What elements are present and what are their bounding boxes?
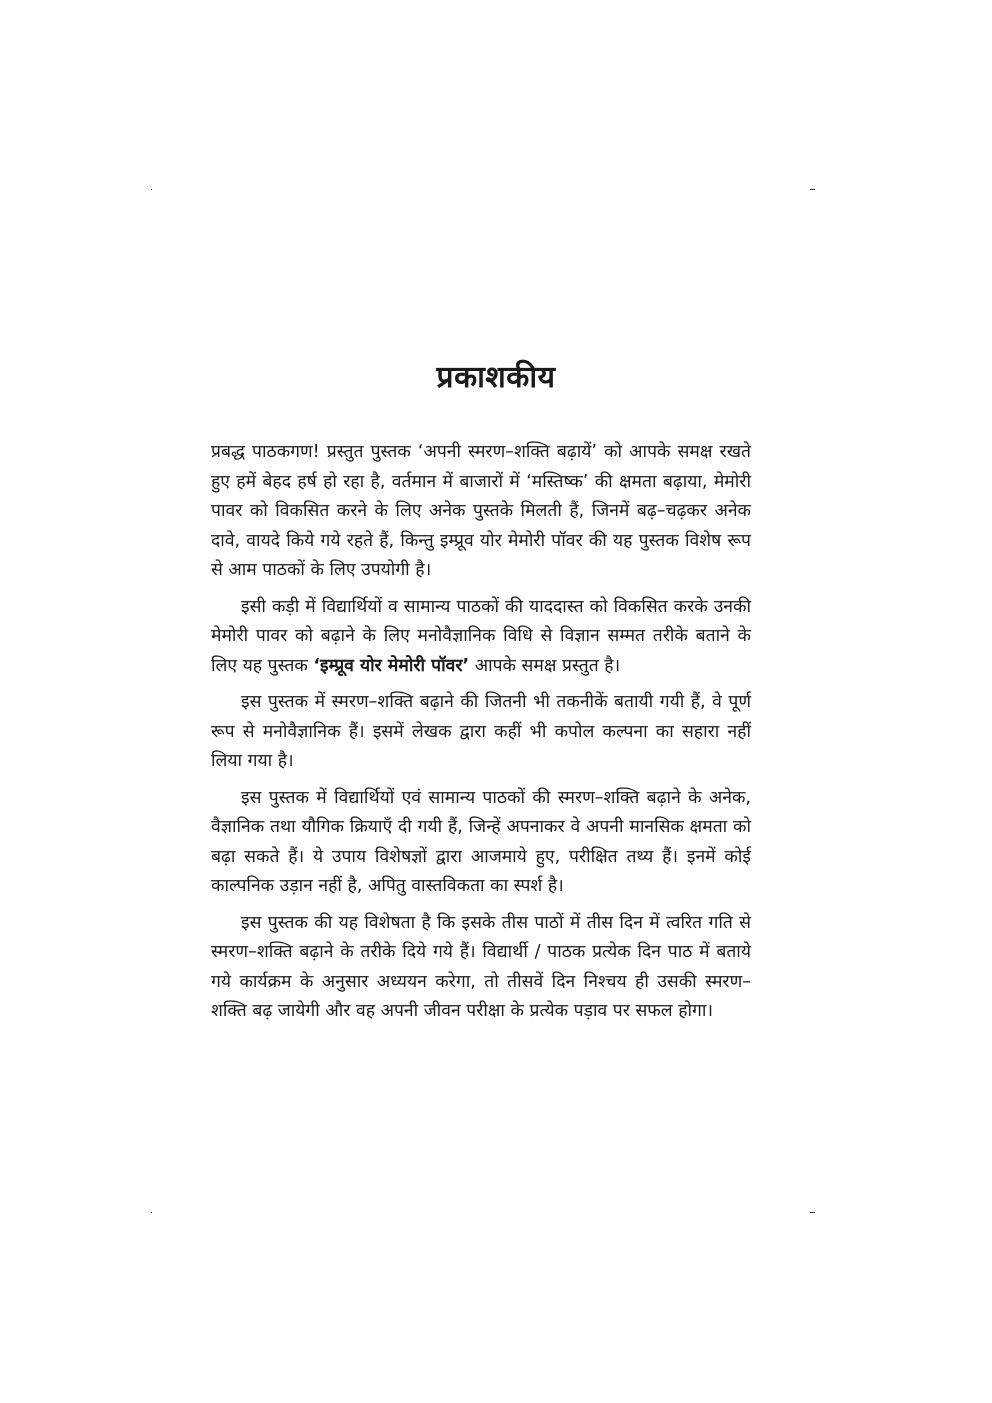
paragraph-1: प्रबद्ध पाठकगण! प्रस्तुत पुस्तक ‘अपनी स्मरण–शक्ति बढ़ायें’ को आपके समक्ष रखते हुए हमें बेहद हर्ष हो रहा है, वर्तमान में बाजारों में ‘मस्तिष्क’ की क्षमता बढ़ाया, मेमोरी पावर को विकसित करने के लिए अनेक पुस्तके मिलती हैं, जिनमें बढ़–चढ़कर अनेक दावे, वायदे किये गये रहते हैं, किन्तु इम्प्रूव योर मेमोरी पॉवर की यह पुस्तक विशेष रूप से आम पाठकों के लिए उपयोगी है।: [211, 442, 751, 580]
crop-mark-top-right: [810, 189, 815, 190]
body-text: [211, 438, 751, 1034]
crop-mark-bottom-left: [151, 1212, 152, 1213]
paragraph-5: इस पुस्तक की यह विशेषता है कि इसके तीस पाठों में तीस दिन में त्वरित गति से स्मरण–शक्ति बढ़ाने के तरीके दिये गये हैं। विद्यार्थी / पाठक प्रत्येक दिन पाठ में बताये गये कार्यक्रम के अनुसार अध्ययन करेगा, तो तीसवें दिन निश्चय ही उसकी स्मरण–शक्ति बढ़ जायेगी और वह अपनी जीवन परीक्षा के प्रत्येक पड़ाव पर सफल होगा।: [211, 912, 751, 1021]
paragraph-2-text-end: आपके समक्ष प्रस्तुत है।: [469, 655, 621, 676]
book-name: ‘इम्प्रूव योर मेमोरी पॉवर’: [313, 655, 470, 676]
crop-mark-top-left: [151, 189, 152, 190]
paragraph-3: इस पुस्तक में स्मरण–शक्ति बढ़ाने की जितनी भी तकनीकें बतायी गयी हैं, वे पूर्ण रूप से मनोवैज्ञानिक हैं। इसमें लेखक द्वारा कहीं भी कपोल कल्पना का सहारा नहीं लिया गया है।: [211, 692, 751, 771]
page-title: प्रकाशकीय: [436, 360, 556, 395]
paragraph-2: [211, 593, 751, 682]
paragraph-4: इस पुस्तक में विद्यार्थियों एवं सामान्य पाठकों की स्मरण–शक्ति बढ़ाने के अनेक, वैज्ञानिक तथा यौगिक क्रियाएँ दी गयी हैं, जिन्हें अपनाकर वे अपनी मानसिक क्षमता को बढ़ा सकते हैं। ये उपाय विशेषज्ञों द्वारा आजमाये हुए, परीक्षित तथ्य हैं। इनमें कोई काल्पनिक उड़ान नहीं है, अपितु वास्तविकता का स्पर्श है।: [211, 787, 751, 896]
paragraph-2-text-start: इसी कड़ी में विद्यार्थियों व सामान्य पाठकों की याददास्त को विकसित करके उनकी मेमोरी पावर को बढ़ाने के लिए मनोवैज्ञानिक विधि से विज्ञान सम्मत तरीके बताने के लिए यह पुस्तक: [211, 596, 751, 676]
crop-mark-bottom-right: [810, 1212, 815, 1213]
